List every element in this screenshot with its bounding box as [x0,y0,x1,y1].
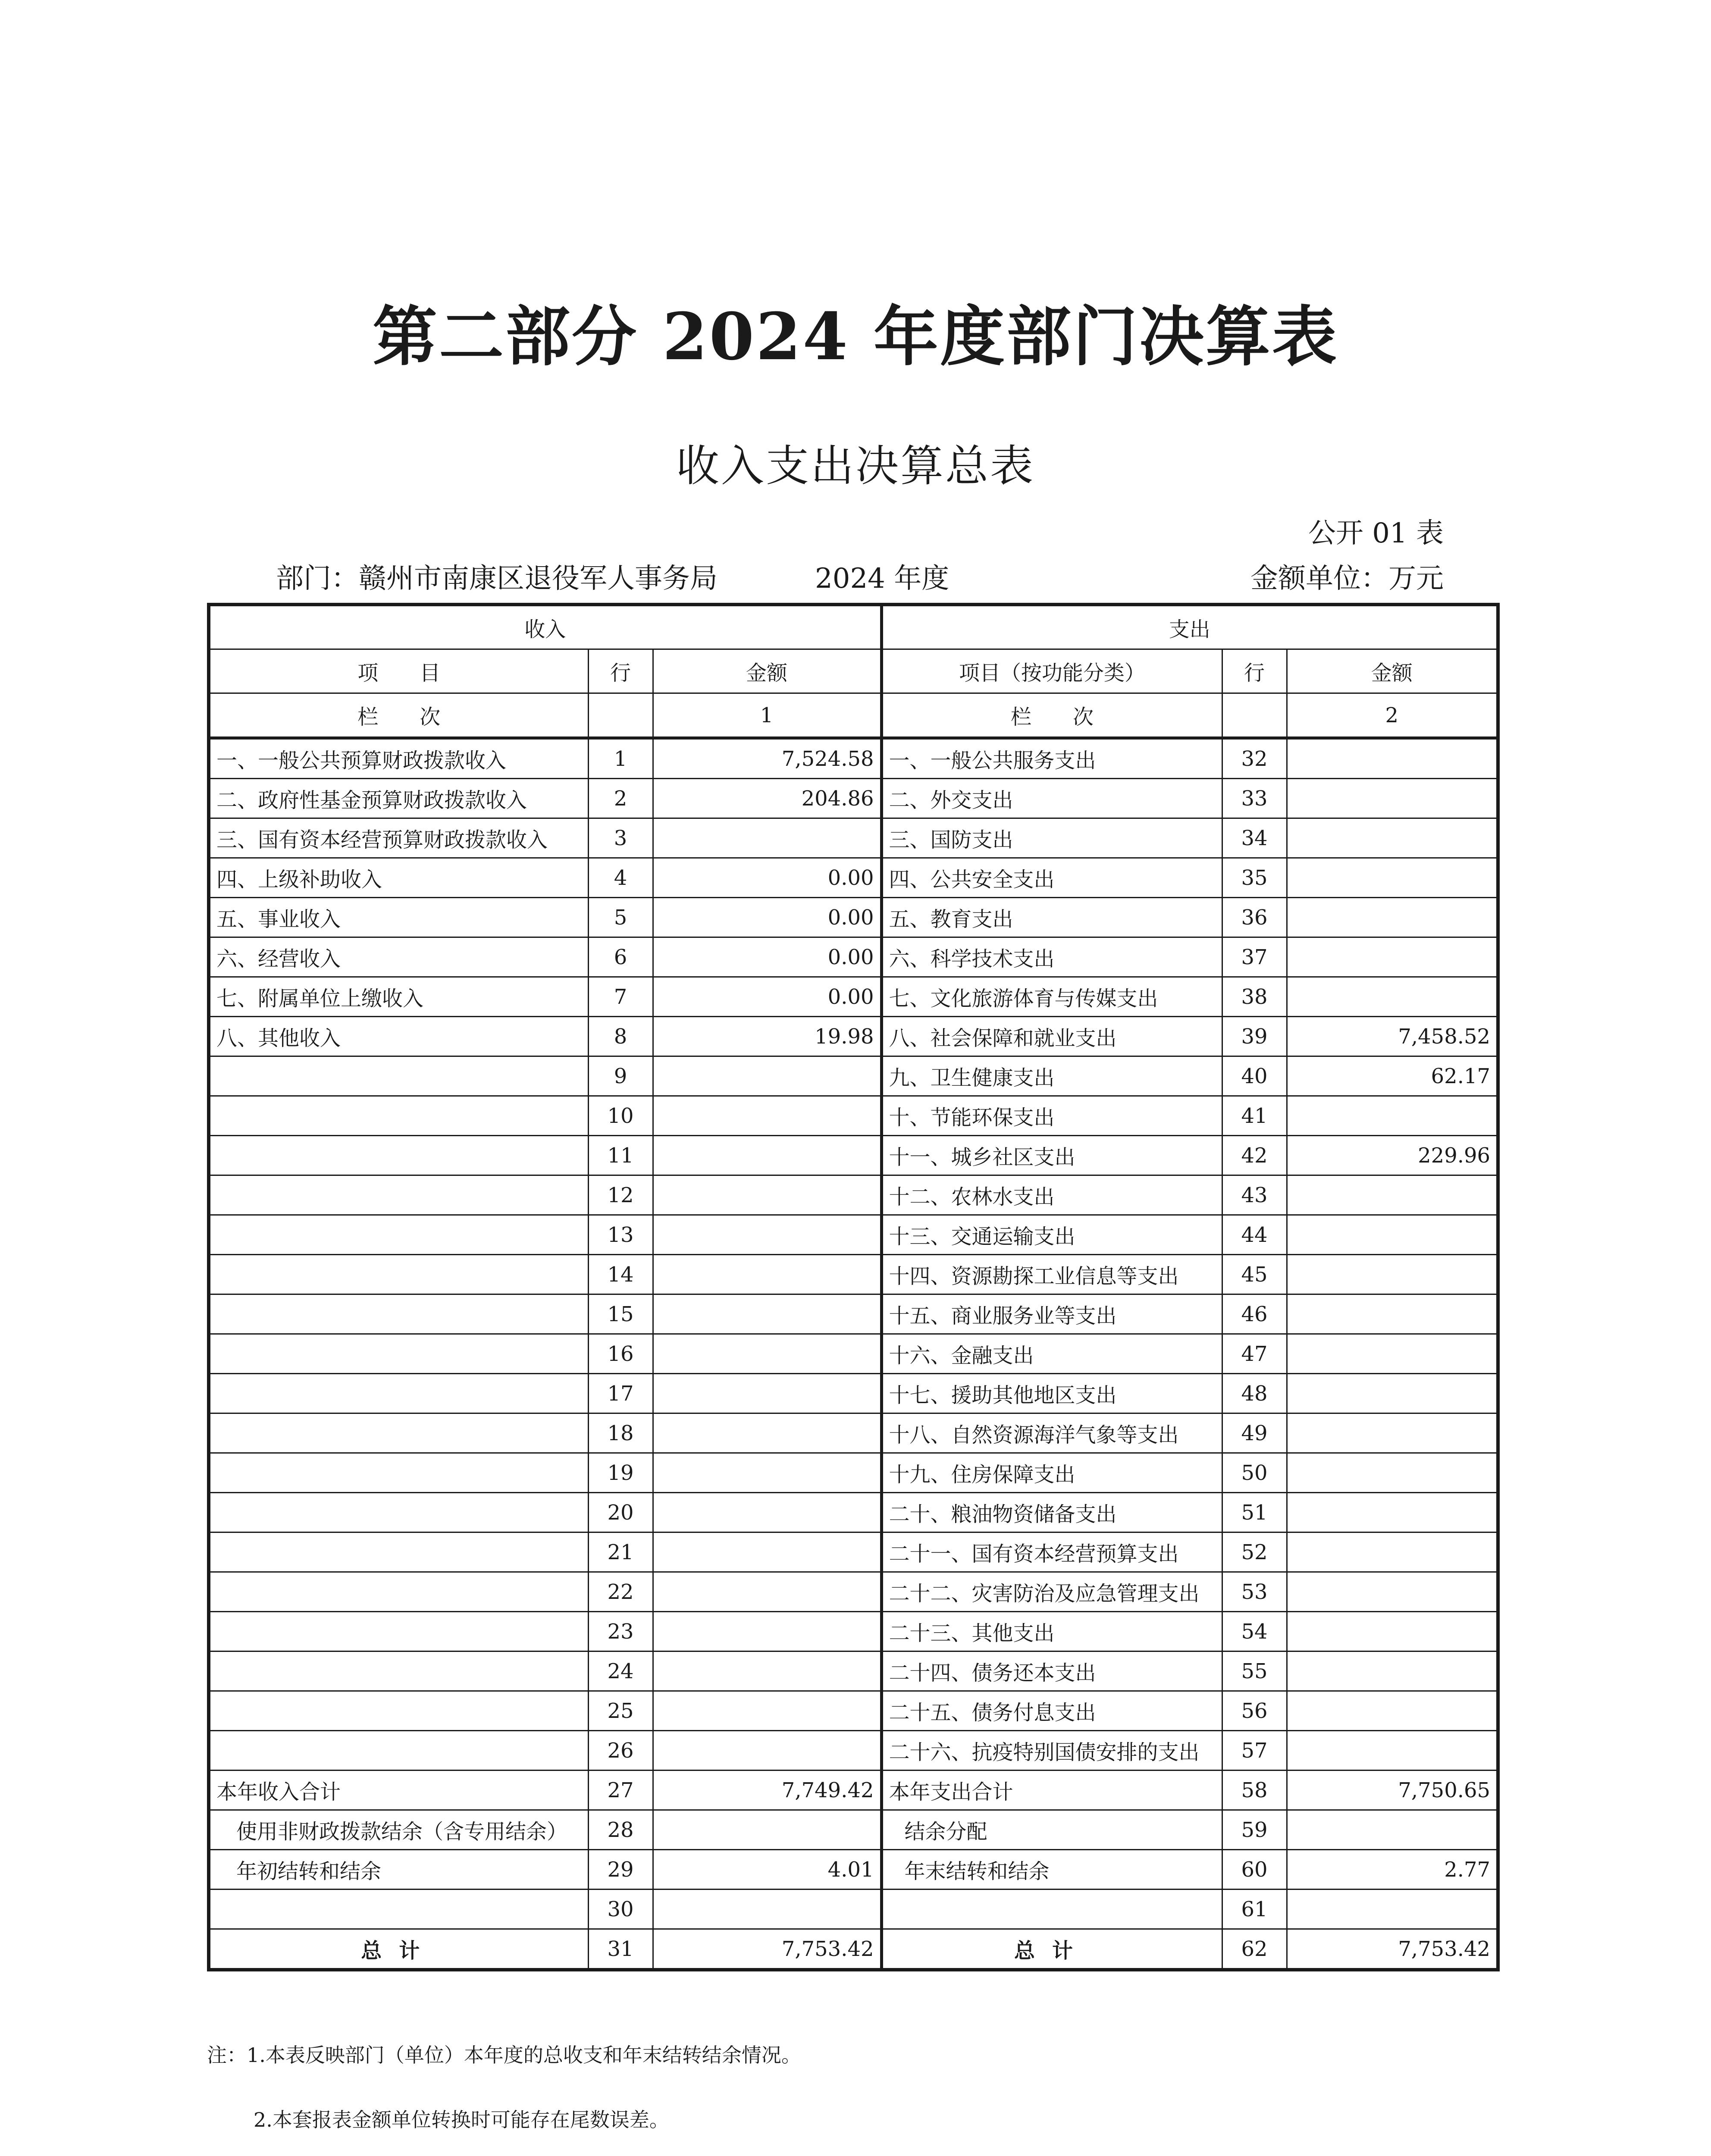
table-row [209,1413,1498,1453]
expense-row-no: 36 [1222,898,1287,937]
table-row [209,898,1498,937]
income-row-no: 4 [588,858,653,898]
income-amount [653,1453,881,1493]
income-amount [653,1175,881,1215]
income-row-no: 21 [588,1532,653,1572]
expense-amount [1287,1493,1498,1532]
income-item [209,1691,588,1731]
column-number-row [209,693,1498,738]
col-no-1: 1 [653,693,881,738]
income-item: 二、政府性基金预算财政拨款收入 [209,779,588,818]
expense-row-no: 58 [1222,1771,1287,1810]
income-item [209,1413,588,1453]
expense-item: 二十四、债务还本支出 [881,1651,1222,1691]
table-row [209,1572,1498,1612]
note-2: 2.本套报表金额单位转换时可能存在尾数误差。 [254,2108,669,2131]
income-row-no: 10 [588,1096,653,1136]
lan-ci-label: 栏 次 [209,693,588,738]
income-amount [653,1056,881,1096]
income-amount: 7,524.58 [653,738,881,779]
income-amount [653,1731,881,1771]
expense-row-no: 45 [1222,1255,1287,1294]
balance-row [209,1810,1498,1850]
income-item [209,1453,588,1493]
expense-row-no: 47 [1222,1334,1287,1374]
expense-item: 六、科学技术支出 [881,937,1222,977]
expense-item: 十四、资源勘探工业信息等支出 [881,1255,1222,1294]
income-row-no: 1 [588,738,653,779]
income-row-no: 30 [588,1890,653,1929]
income-row-no: 11 [588,1136,653,1175]
expense-item: 二、外交支出 [881,779,1222,818]
expense-row-no: 40 [1222,1056,1287,1096]
table-row [209,1453,1498,1493]
expense-amount [1287,1890,1498,1929]
table-row [209,1374,1498,1413]
income-amount: 0.00 [653,937,881,977]
expense-item: 五、教育支出 [881,898,1222,937]
income-amount: 0.00 [653,898,881,937]
income-row-no: 14 [588,1255,653,1294]
expense-row-no: 32 [1222,738,1287,779]
expense-amount [1287,1334,1498,1374]
income-item: 总计 [209,1929,588,1970]
income-header: 收入 [209,605,881,649]
expense-item: 十二、农林水支出 [881,1175,1222,1215]
table-row [209,1691,1498,1731]
amount-unit: 金额单位：万元 [1250,563,1444,595]
col-header-amount2: 金额 [1287,649,1498,693]
income-row-no: 8 [588,1017,653,1056]
col-header-item: 项 目 [209,649,588,693]
income-amount [653,1810,881,1850]
income-row-no: 17 [588,1374,653,1413]
expense-row-no: 52 [1222,1532,1287,1572]
expense-amount [1287,937,1498,977]
table-row [209,1096,1498,1136]
income-item [209,1136,588,1175]
expense-amount [1287,1374,1498,1413]
table-title: 收入支出决算总表 [676,441,1035,491]
table-row [209,818,1498,858]
income-amount [653,1374,881,1413]
expense-amount: 7,753.42 [1287,1929,1498,1970]
expense-item: 七、文化旅游体育与传媒支出 [881,977,1222,1017]
income-row-no: 18 [588,1413,653,1453]
table-row [209,1136,1498,1175]
expense-row-no: 50 [1222,1453,1287,1493]
expense-amount: 62.17 [1287,1056,1498,1096]
income-row-no: 3 [588,818,653,858]
expense-amount: 2.77 [1287,1850,1498,1890]
table-row [209,1651,1498,1691]
expense-amount [1287,1532,1498,1572]
expense-amount [1287,1572,1498,1612]
income-amount [653,1691,881,1731]
income-row-no: 31 [588,1929,653,1970]
expense-amount: 7,750.65 [1287,1771,1498,1810]
expense-item: 十六、金融支出 [881,1334,1222,1374]
expense-row-no: 35 [1222,858,1287,898]
income-item: 一、一般公共预算财政拨款收入 [209,738,588,779]
expense-item: 十、节能环保支出 [881,1096,1222,1136]
table-row [209,1175,1498,1215]
expense-row-no: 57 [1222,1731,1287,1771]
col-header-row: 行 [588,649,653,693]
table-row [209,738,1498,779]
col-header-amount: 金额 [653,649,881,693]
income-item [209,1374,588,1413]
income-amount [653,1532,881,1572]
income-amount [653,1612,881,1651]
expense-row-no: 37 [1222,937,1287,977]
balance-row [209,1890,1498,1929]
expense-item: 二十三、其他支出 [881,1612,1222,1651]
income-item [209,1294,588,1334]
table-row [209,1255,1498,1294]
income-item: 八、其他收入 [209,1017,588,1056]
expense-item: 十九、住房保障支出 [881,1453,1222,1493]
expense-item: 二十六、抗疫特别国债安排的支出 [881,1731,1222,1771]
table-row [209,779,1498,818]
income-item: 三、国有资本经营预算财政拨款收入 [209,818,588,858]
expense-amount [1287,1096,1498,1136]
subtotal-row [209,1771,1498,1810]
income-item: 使用非财政拨款结余（含专用结余） [209,1810,588,1850]
column-header-row [209,649,1498,693]
income-amount [653,1215,881,1255]
expense-row-no: 34 [1222,818,1287,858]
income-item: 年初结转和结余 [209,1850,588,1890]
lan-ci-blank [588,693,653,738]
income-amount [653,1651,881,1691]
income-row-no: 22 [588,1572,653,1612]
income-amount [653,1572,881,1612]
expense-row-no: 46 [1222,1294,1287,1334]
income-row-no: 5 [588,898,653,937]
expense-row-no: 44 [1222,1215,1287,1255]
expense-amount [1287,977,1498,1017]
expense-row-no: 41 [1222,1096,1287,1136]
expense-amount: 229.96 [1287,1136,1498,1175]
income-amount [653,1413,881,1453]
income-item [209,1532,588,1572]
col-header-item-func: 项目（按功能分类） [881,649,1222,693]
income-amount [653,1255,881,1294]
income-item [209,1056,588,1096]
income-item [209,1612,588,1651]
expense-item: 十五、商业服务业等支出 [881,1294,1222,1334]
income-row-no: 7 [588,977,653,1017]
table-number: 公开 01 表 [1308,517,1444,549]
expense-row-no: 54 [1222,1612,1287,1651]
expense-item: 二十、粮油物资储备支出 [881,1493,1222,1532]
expense-item: 四、公共安全支出 [881,858,1222,898]
expense-amount [1287,738,1498,779]
table-row [209,1017,1498,1056]
expense-item: 三、国防支出 [881,818,1222,858]
income-amount [653,1096,881,1136]
expense-amount [1287,1175,1498,1215]
income-amount: 7,749.42 [653,1771,881,1810]
expense-amount [1287,1810,1498,1850]
income-item [209,1255,588,1294]
expense-row-no: 55 [1222,1651,1287,1691]
income-amount: 4.01 [653,1850,881,1890]
expense-row-no: 42 [1222,1136,1287,1175]
expense-amount [1287,1651,1498,1691]
income-item: 六、经营收入 [209,937,588,977]
expense-item: 一、一般公共服务支出 [881,738,1222,779]
expense-amount [1287,1255,1498,1294]
expense-row-no: 59 [1222,1810,1287,1850]
expense-row-no: 39 [1222,1017,1287,1056]
table-row [209,1731,1498,1771]
income-expense-table [207,603,1500,1971]
expense-header: 支出 [881,605,1498,649]
income-row-no: 27 [588,1771,653,1810]
income-row-no: 9 [588,1056,653,1096]
income-row-no: 16 [588,1334,653,1374]
table-row [209,1056,1498,1096]
income-amount: 0.00 [653,858,881,898]
expense-amount [1287,1453,1498,1493]
income-item [209,1334,588,1374]
expense-row-no: 43 [1222,1175,1287,1215]
expense-row-no: 62 [1222,1929,1287,1970]
expense-amount [1287,1691,1498,1731]
table-row [209,858,1498,898]
income-row-no: 2 [588,779,653,818]
income-amount [653,1294,881,1334]
expense-row-no: 61 [1222,1890,1287,1929]
income-row-no: 13 [588,1215,653,1255]
total-row [209,1929,1498,1970]
expense-row-no: 51 [1222,1493,1287,1532]
col-no-2: 2 [1287,693,1498,738]
note-1: 注：1.本表反映部门（单位）本年度的总收支和年末结转结余情况。 [207,2043,801,2067]
income-item: 本年收入合计 [209,1771,588,1810]
expense-amount [1287,1612,1498,1651]
expense-item: 总计 [881,1929,1222,1970]
expense-item: 十一、城乡社区支出 [881,1136,1222,1175]
expense-amount [1287,1413,1498,1453]
expense-row-no: 60 [1222,1850,1287,1890]
income-item: 七、附属单位上缴收入 [209,977,588,1017]
income-row-no: 29 [588,1850,653,1890]
table-row [209,1532,1498,1572]
income-amount: 7,753.42 [653,1929,881,1970]
income-row-no: 15 [588,1294,653,1334]
table-row [209,937,1498,977]
income-row-no: 12 [588,1175,653,1215]
table-header-row [209,605,1498,649]
expense-row-no: 38 [1222,977,1287,1017]
expense-item: 十八、自然资源海洋气象等支出 [881,1413,1222,1453]
table-row [209,1215,1498,1255]
income-item [209,1572,588,1612]
table-row [209,1334,1498,1374]
expense-item: 八、社会保障和就业支出 [881,1017,1222,1056]
income-amount: 204.86 [653,779,881,818]
expense-item: 九、卫生健康支出 [881,1056,1222,1096]
income-amount [653,1890,881,1929]
income-item [209,1493,588,1532]
expense-row-no: 49 [1222,1413,1287,1453]
lan-ci-blank-2 [1222,693,1287,738]
expense-amount [1287,1294,1498,1334]
expense-item: 十七、援助其他地区支出 [881,1374,1222,1413]
expense-item: 十三、交通运输支出 [881,1215,1222,1255]
lan-ci-label-2: 栏 次 [881,693,1222,738]
expense-amount [1287,818,1498,858]
income-row-no: 26 [588,1731,653,1771]
table-row [209,977,1498,1017]
income-item [209,1731,588,1771]
income-item: 五、事业收入 [209,898,588,937]
income-item [209,1096,588,1136]
income-amount: 19.98 [653,1017,881,1056]
department-label: 部门：赣州市南康区退役军人事务局 [276,563,718,595]
expense-item: 二十二、灾害防治及应急管理支出 [881,1572,1222,1612]
expense-amount [1287,779,1498,818]
income-row-no: 20 [588,1493,653,1532]
expense-row-no: 56 [1222,1691,1287,1731]
expense-item [881,1890,1222,1929]
expense-item: 年末结转和结余 [881,1850,1222,1890]
expense-item: 二十一、国有资本经营预算支出 [881,1532,1222,1572]
income-item [209,1215,588,1255]
expense-row-no: 48 [1222,1374,1287,1413]
expense-amount [1287,898,1498,937]
income-item [209,1651,588,1691]
table-row [209,1612,1498,1651]
fiscal-year: 2024 年度 [815,563,950,595]
balance-row [209,1850,1498,1890]
income-row-no: 6 [588,937,653,977]
income-amount [653,1136,881,1175]
expense-item: 结余分配 [881,1810,1222,1850]
income-item [209,1890,588,1929]
income-item [209,1175,588,1215]
page-title: 第二部分 2024 年度部门决算表 [373,299,1338,375]
table-row [209,1493,1498,1532]
income-amount [653,1334,881,1374]
income-row-no: 24 [588,1651,653,1691]
expense-amount [1287,1731,1498,1771]
expense-row-no: 33 [1222,779,1287,818]
expense-item: 二十五、债务付息支出 [881,1691,1222,1731]
income-row-no: 28 [588,1810,653,1850]
income-amount [653,818,881,858]
col-header-row2: 行 [1222,649,1287,693]
expense-amount [1287,858,1498,898]
income-amount: 0.00 [653,977,881,1017]
table-row [209,1294,1498,1334]
income-item: 四、上级补助收入 [209,858,588,898]
income-row-no: 25 [588,1691,653,1731]
income-amount [653,1493,881,1532]
income-row-no: 19 [588,1453,653,1493]
expense-amount: 7,458.52 [1287,1017,1498,1056]
expense-item: 本年支出合计 [881,1771,1222,1810]
expense-amount [1287,1215,1498,1255]
expense-row-no: 53 [1222,1572,1287,1612]
income-row-no: 23 [588,1612,653,1651]
